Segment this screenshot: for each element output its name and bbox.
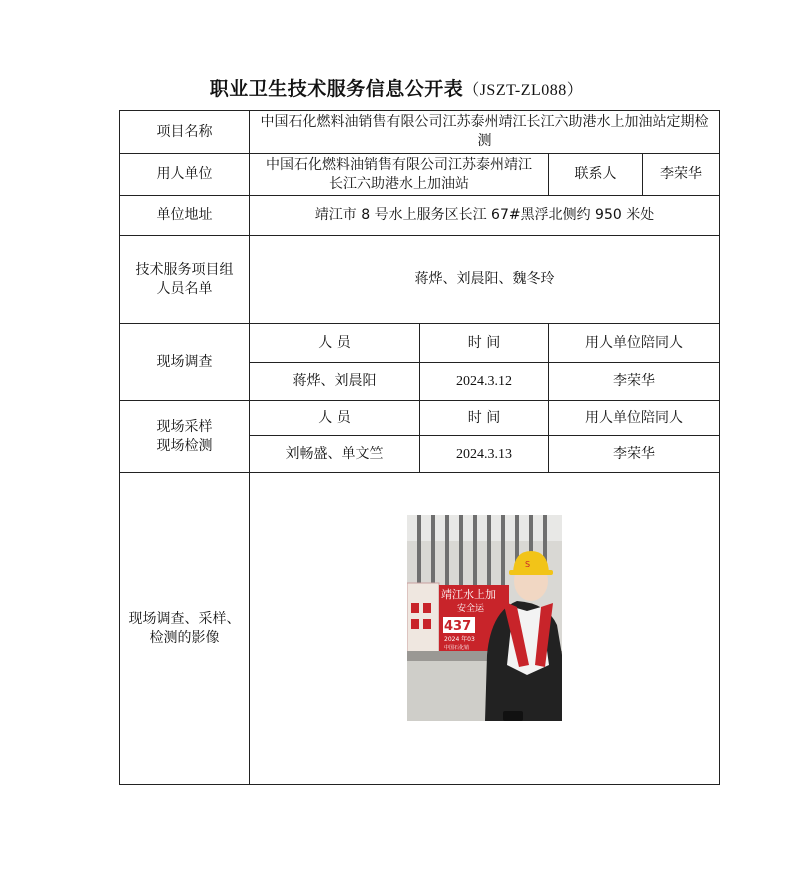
value-employer: 中国石化燃料油销售有限公司江苏泰州靖江长江六助港水上加油站 [250,154,549,196]
info-table [119,110,720,785]
header-survey-time: 时 间 [420,324,549,363]
value-contact: 李荣华 [643,154,720,196]
header-survey-companion: 用人单位陪同人 [549,324,720,363]
label-images-line2: 检测的影像 [149,629,220,646]
label-sampling-line1: 现场采样 [156,418,213,435]
label-images-line1: 现场调查、采样、 [128,610,241,627]
row-sampling-header [120,401,720,436]
sampling-time: 2024.3.13 [420,436,549,473]
value-address: 靖江市 8 号水上服务区长江 67#黑浮北侧约 950 米处 [250,196,720,236]
survey-person: 蒋烨、刘晨阳 [250,363,420,401]
row-team [120,236,720,324]
label-project-name: 项目名称 [120,111,250,154]
header-sampling-person: 人 员 [250,401,420,436]
header-sampling-time: 时 间 [420,401,549,436]
survey-time: 2024.3.12 [420,363,549,401]
sign-line1: 靖江水上加 [441,588,496,601]
sampling-person: 刘畅盛、单文竺 [250,436,420,473]
row-employer [120,154,720,196]
label-sampling [120,401,250,473]
title-main: 职业卫生技术服务信息公开表 [209,78,464,100]
sign-footer: 中国石化销 [444,645,470,651]
sign-number: 437 [444,619,472,634]
value-project-name: 中国石化燃料油销售有限公司江苏泰州靖江长江六助港水上加油站定期检测 [250,111,720,154]
survey-companion: 李荣华 [549,363,720,401]
sampling-companion: 李荣华 [549,436,720,473]
row-images [120,473,720,785]
label-team: 技术服务项目组人员名单 [120,236,250,324]
page-title [0,74,793,101]
value-team: 蒋烨、刘晨阳、魏冬玲 [250,236,720,324]
label-employer: 用人单位 [120,154,250,196]
sign-year: 2024 年03 [444,636,475,643]
label-survey: 现场调查 [120,324,250,401]
label-contact: 联系人 [549,154,643,196]
sign-line2: 安全运 [457,604,485,614]
site-photo [407,515,562,721]
row-project-name [120,111,720,154]
label-address: 单位地址 [120,196,250,236]
header-survey-person: 人 员 [250,324,420,363]
images-cell [250,473,720,785]
row-survey-header [120,324,720,363]
title-code: （JSZT-ZL088） [463,82,584,99]
header-sampling-companion: 用人单位陪同人 [549,401,720,436]
label-sampling-line2: 现场检测 [156,437,213,454]
row-address [120,196,720,236]
site-photo-image [407,515,562,721]
label-images [120,473,250,785]
helmet-logo: S [525,560,531,569]
